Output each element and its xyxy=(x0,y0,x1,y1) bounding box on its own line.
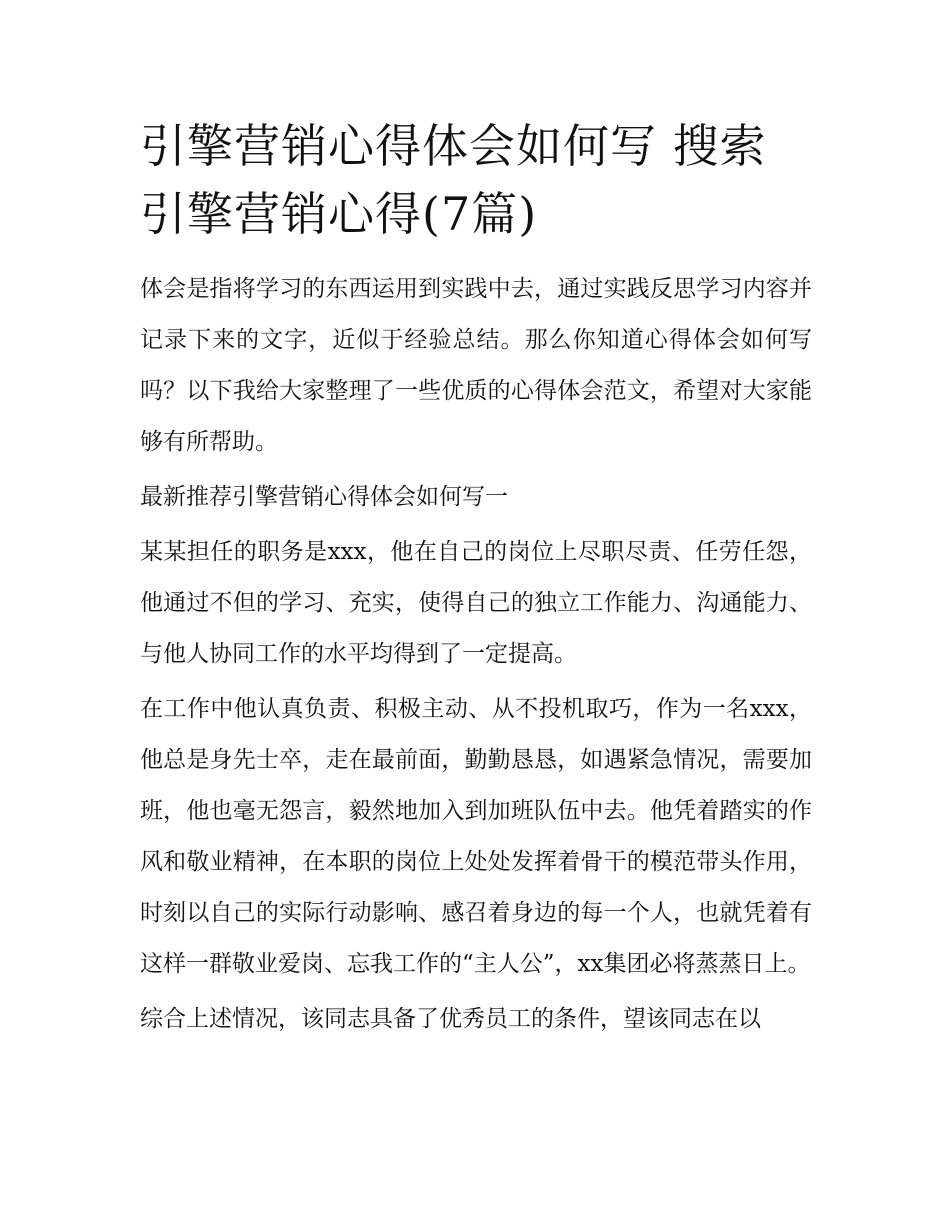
body-paragraph: 在工作中他认真负责、积极主动、从不投机取巧，作为一名xxx，他总是身先士卒，走在最前面，勤勤恳恳，如遇紧急情况，需要加班，他也毫无怨言，毅然地加入到加班队伍中去。他凭着踏实的作风和敬业精神，在本职的岗位上处处发挥着骨干的模范带头作用，时刻以自己的实际行动影响、感召着身边的每一个人，也就凭着有这样一群敬业爱岗、忘我工作的“主人公”，xx集团必将蒸蒸日上。 xyxy=(140,696,812,977)
intro-paragraph: 体会是指将学习的东西运用到实践中去，通过实践反思学习内容并记录下来的文字，近似于经验总结。那么你知道心得体会如何写吗？以下我给大家整理了一些优质的心得体会范文，希望对大家能够有所帮助。 xyxy=(140,276,812,455)
document-body xyxy=(140,112,812,1049)
document-title: 引擎营销心得体会如何写 搜索引擎营销心得(7篇) xyxy=(140,119,767,241)
body-paragraph: 某某担任的职务是xxx，他在自己的岗位上尽职尽责、任劳任怨，他通过不但的学习、充实，使得自己的独立工作能力、沟通能力、与他人协同工作的水平均得到了一定提高。 xyxy=(140,539,812,667)
body-paragraph: 综合上述情况，该同志具备了优秀员工的条件，望该同志在以 xyxy=(140,1006,761,1032)
section-heading: 最新推荐引擎营销心得体会如何写一 xyxy=(140,484,508,510)
